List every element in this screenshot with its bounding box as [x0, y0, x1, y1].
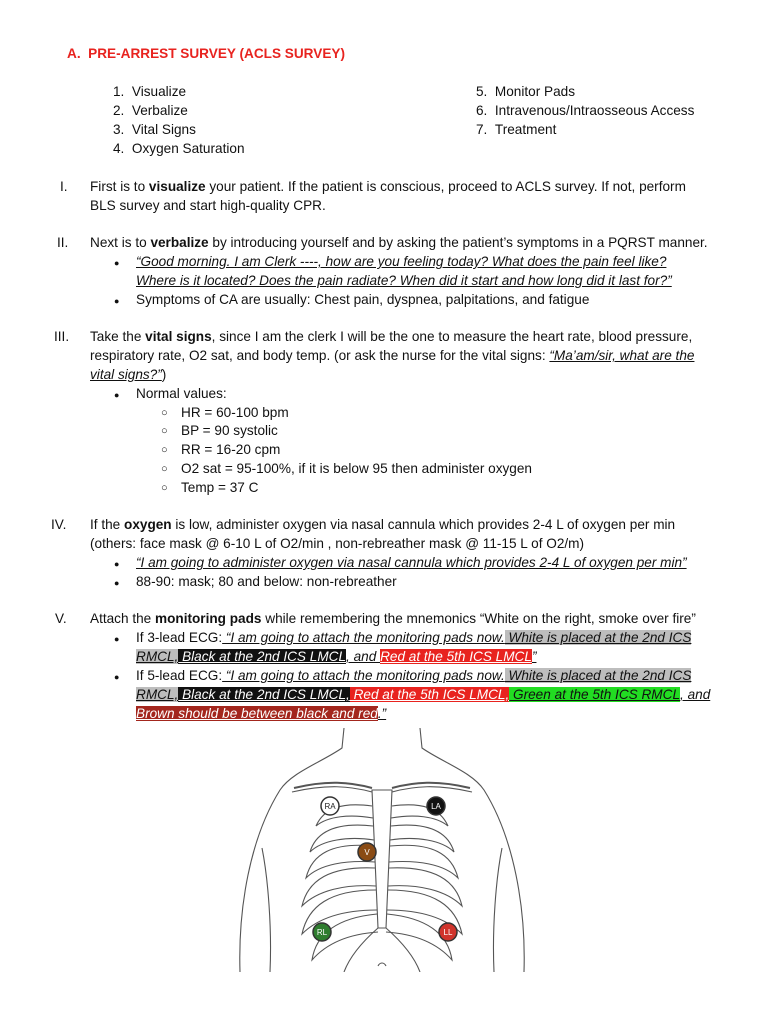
electrode-v — [358, 843, 376, 861]
sub-bullet-item: ○ HR = 60-100 bpm — [181, 404, 289, 422]
svg-text:RA: RA — [324, 802, 336, 811]
svg-text:LA: LA — [431, 802, 441, 811]
lead3-line: RMCL, Black at the 2nd ICS LMCL, and Red at the 5th ICS LMCL” — [136, 649, 537, 664]
paragraph-line: Take the vital signs, since I am the clerk I will be the one to measure the heart rate, blood pressure, — [90, 329, 693, 344]
sub-bullet-item: ○ RR = 16-20 cpm — [181, 441, 280, 459]
svg-text:V: V — [364, 848, 370, 857]
quote-line: Where is it located? Does the pain radiate? When did it start and how long did it last for?” — [136, 273, 672, 288]
lead3-line: ● If 3-lead ECG: “I am going to attach the monitoring pads now. White is placed at the 2nd ICS — [136, 629, 691, 647]
section-number: III. — [54, 329, 70, 344]
svg-text:LL: LL — [443, 928, 453, 937]
paragraph-line: First is to visualize your patient. If the patient is conscious, proceed to ACLS survey. If not, perform — [90, 179, 686, 194]
quote-line: ● “Good morning. I am Clerk ----, how are you feeling today? What does the pain feel like? — [136, 253, 666, 271]
list-item: 3. Vital Signs — [113, 122, 196, 137]
sub-bullet-item: ○ BP = 90 systolic — [181, 422, 278, 440]
sub-bullet-item: ○ Temp = 37 C — [181, 479, 258, 497]
list-item: 7. Treatment — [476, 122, 557, 137]
section-number: II. — [57, 235, 69, 250]
list-item: 4. Oxygen Saturation — [113, 141, 245, 156]
electrode-ra — [321, 797, 339, 815]
section-number: V. — [55, 611, 67, 626]
paragraph-line: Next is to verbalize by introducing yourself and by asking the patient’s symptoms in a PQRST manner. — [90, 235, 708, 250]
electrode-rl — [313, 923, 331, 941]
paragraph-line: BLS survey and start high-quality CPR. — [90, 198, 326, 213]
paragraph-line: vital signs?”) — [90, 367, 167, 382]
bullet-item: ● Symptoms of CA are usually: Chest pain, dyspnea, palpitations, and fatigue — [136, 291, 589, 309]
chest-electrode-diagram — [232, 728, 532, 972]
list-item: 1. Visualize — [113, 84, 187, 99]
section-heading — [67, 46, 345, 61]
heading-title: PRE-ARREST SURVEY (ACLS SURVEY) — [88, 46, 345, 61]
list-item: 5. Monitor Pads — [476, 84, 575, 99]
paragraph-line: respiratory rate, O2 sat, and body temp. (or ask the nurse for the vital signs: “Ma’am/sir, what are the — [90, 348, 695, 363]
paragraph-line: (others: face mask @ 6-10 L of O2/min , non-rebreather mask @ 11-15 L of O2/m) — [90, 536, 585, 551]
quote-line: ● “I am going to administer oxygen via nasal cannula which provides 2-4 L of oxygen per min” — [136, 554, 687, 572]
list-item: 6. Intravenous/Intraosseous Access — [476, 103, 695, 118]
lead5-line: ● If 5-lead ECG: “I am going to attach the monitoring pads now. White is placed at the 2nd ICS — [136, 667, 691, 685]
heading-letter: A. — [67, 46, 81, 61]
electrode-ll — [439, 923, 457, 941]
electrode-la — [427, 797, 445, 815]
list-item: 2. Verbalize — [113, 103, 188, 118]
bullet-item: ● 88-90: mask; 80 and below: non-rebreather — [136, 573, 397, 591]
paragraph-line: If the oxygen is low, administer oxygen via nasal cannula which provides 2-4 L of oxygen per min — [90, 517, 676, 532]
section-number: I. — [60, 179, 68, 194]
sub-bullet-item: ○ O2 sat = 95-100%, if it is below 95 then administer oxygen — [181, 460, 532, 478]
section-number: IV. — [51, 517, 67, 532]
paragraph-line: Attach the monitoring pads while remembering the mnemonics “White on the right, smoke over fire” — [90, 611, 696, 626]
bullet-item: ● Normal values: — [136, 385, 227, 403]
svg-text:RL: RL — [316, 928, 328, 937]
lead5-line: RMCL, Black at the 2nd ICS LMCL, Red at the 5th ICS LMCL, Green at the 5th ICS RMCL, and — [136, 687, 711, 702]
lead5-line: Brown should be between black and red.” — [136, 706, 387, 721]
